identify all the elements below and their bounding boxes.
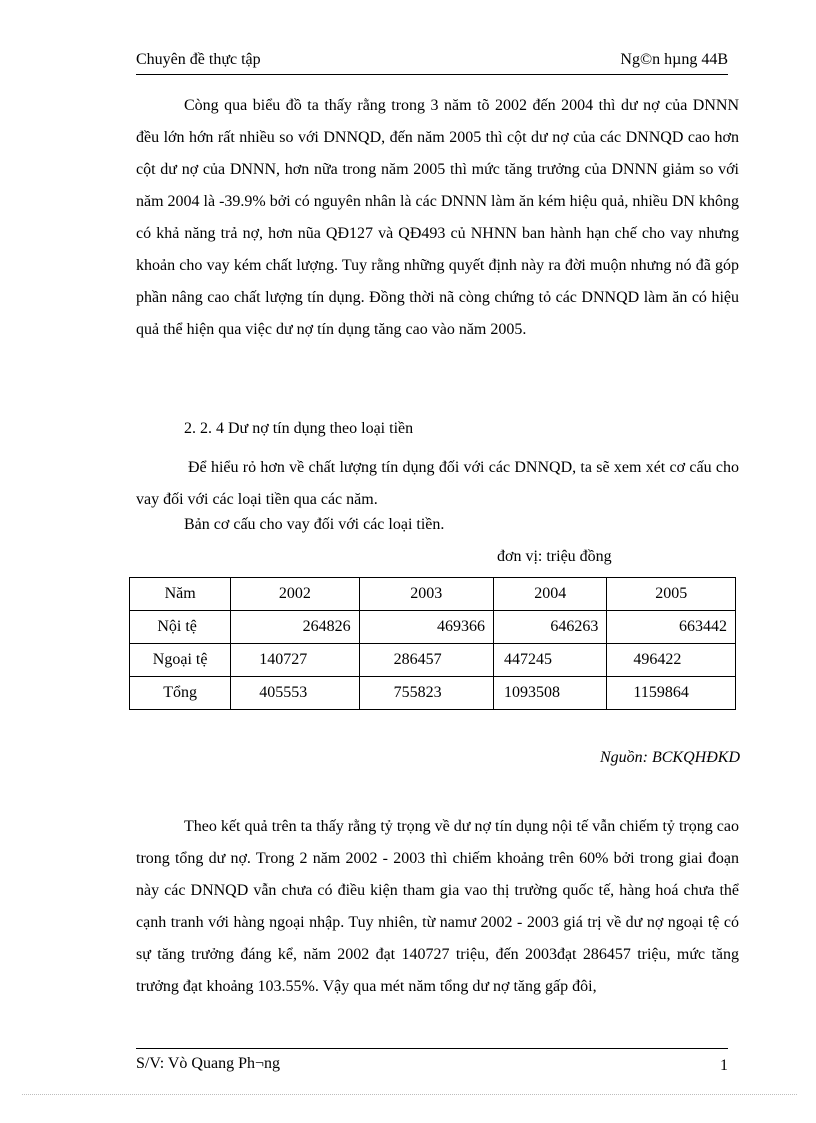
page-bottom-divider [22,1094,797,1095]
table-row [130,644,736,677]
table-cell: 755823 [359,677,493,710]
table-header-cell: Năm [130,578,231,611]
footer-author: S/V: Vò Quang Ph¬ng [136,1055,280,1072]
table-source: Nguồn: BCKQHĐKD [599,749,740,766]
table-cell: 447245 [493,644,606,677]
table-header-row [130,578,736,611]
table-cell: 1093508 [493,677,606,710]
row-label: Tổng [130,677,231,710]
page-footer [136,1048,728,1079]
table-cell: 646263 [493,611,606,644]
table-cell: 663442 [607,611,736,644]
page-number: 1 [720,1057,728,1074]
table-cell: 1159864 [607,677,736,710]
table-cell: 286457 [359,644,493,677]
paragraph-results [136,811,739,1003]
loan-structure-table [129,577,736,710]
table-cell: 140727 [231,644,359,677]
page-header [136,50,728,75]
section-heading: 2. 2. 4 Dư nợ tín dụng theo loại tiền [184,420,414,437]
table-header-cell: 2003 [359,578,493,611]
table-caption: Bản cơ cấu cho vay đối với các loại tiền. [184,516,445,533]
table-cell: 496422 [607,644,736,677]
table-cell: 405553 [231,677,359,710]
paragraph-text: Còng qua biểu đồ ta thấy rằng trong 3 năm tõ 2002 đến 2004 thì dư nợ của DNNN đều lớn hớn rất nhiều so với DNNQD, đến năm 2005 thì cột dư nợ của các DNNQD cao hơn cột dư nợ của DNNN, hơn nữa trong năm 2005 thì mức tăng trưởng của DNNN giảm so với năm 2004 là -39.9% bởi có nguyên nhân là các DNNN làm ăn kém hiệu quả, nhiều DN không có khả năng trả nợ, hơn nũa QĐ127 và QĐ493 củ NHNN ban hành hạn chế cho vay nhưng khoản cho vay kém chất lượng. Tuy rằng những quyết định này ra đời muộn nhưng nó đã góp phần nâng cao chất lượng tín dụng. Đồng thời nã còng chứng tỏ các DNNQD làm ăn có hiệu quả thể hiện qua việc dư nợ tín dụng tăng cao vào năm 2005. [136,97,739,338]
paragraph-text: Theo kết quả trên ta thấy rằng tỷ trọng về dư nợ tín dụng nội tế vẫn chiếm tỷ trọng cao trong tổng dư nợ. Trong 2 năm 2002 - 2003 thì chiếm khoảng trên 60% bởi trong giai đoạn này các DNNQD vẫn chưa có điều kiện tham gia vao thị trường quốc tế, hàng hoá chưa thể cạnh tranh với hàng ngoại nhập. Tuy nhiên, từ namư 2002 - 2003 giá trị về dư nợ ngoại tệ có sự tăng trưởng đáng kể, năm 2002 đạt 140727 triệu, đến 2003đạt 286457 triệu, mức tăng trưởng đạt khoảng 103.55%. Vậy qua mét năm tổng dư nợ tăng gấp đôi, [136,818,739,995]
header-class: Ng©n hµng 44B [620,51,728,68]
table-row [130,677,736,710]
table-cell: 469366 [359,611,493,644]
table-header-cell: 2005 [607,578,736,611]
table-unit: đơn vị: triệu đồng [497,548,612,565]
row-label: Nội tệ [130,611,231,644]
header-title: Chuyên đề thực tập [136,51,261,68]
paragraph-intro: Để hiểu rỏ hơn về chất lượng tín dụng đối với các DNNQD, ta sẽ xem xét cơ cấu cho vay đối với các loại tiền qua các năm. [136,459,739,508]
paragraph-chart-analysis [136,90,739,346]
table-cell: 264826 [231,611,359,644]
table-header-cell: 2004 [493,578,606,611]
table-header-cell: 2002 [231,578,359,611]
row-label: Ngoại tệ [130,644,231,677]
table-row [130,611,736,644]
